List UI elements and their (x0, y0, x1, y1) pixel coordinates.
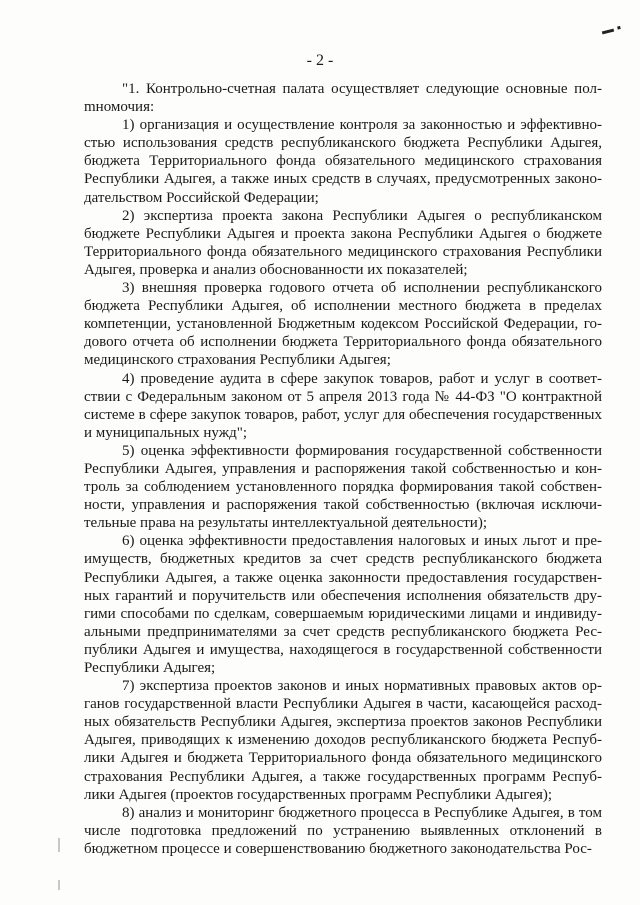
scan-mark (602, 29, 614, 35)
paragraph-item-8: 8) анализ и мониторинг бюджетного процесса в Республике Адыгея, в том числе подготовка предложений по устранению выявленных отклонений в бюджетном процессе и совершенствованию бюджетного законодательства Рос- (84, 804, 602, 857)
scan-edge-mark (58, 880, 60, 890)
paragraph-item-1: 1) организация и осуществление контроля за законностью и эффективностью использования средств республиканского бюджета Республики Адыгея, бюджета Территориального фонда обязательного медицинского страхования Республики Адыгея, а также иных средств в случаях, предусмотренных законодательством Российской Федерации; (84, 117, 602, 206)
paragraph-item-6: 6) оценка эффективности предоставления налоговых и иных льгот и преимуществ, бюджетных кредитов за счет средств республиканского бюджета Республики Адыгея, а также оценка законности предоставления государственных гарантий и поручительств или обеспечения исполнения обязательств другими способами по сделкам, совершаемым юридическими лицами и индивидуальными предпринимателями за счет средств республиканского бюджета Республики Адыгея и имущества, находящегося в государственной собственности Республики Адыгея; (84, 533, 602, 676)
paragraph-item-5: 5) оценка эффективности формирования государственной собственности Республики Адыгея, управления и распоряжения такой собственностью и контроль за соблюдением установленного порядка формирования такой собственности, управления и распоряжения такой собственностью (включая исключительные права на результаты интеллектуальной деятельности); (84, 442, 602, 532)
scan-edge-mark (58, 838, 60, 852)
paragraph-item-4: 4) проведение аудита в сфере закупок товаров, работ и услуг в соответствии с Федеральным законом от 5 апреля 2013 года № 44-ФЗ "О контрактной системе в сфере закупок товаров, работ, услуг для обеспечения государственных и муниципальных нужд"; (84, 370, 602, 441)
page-number: - 2 - (306, 52, 334, 69)
document-body (84, 80, 602, 858)
paragraph-item-7: 7) экспертиза проектов законов и иных нормативных правовых актов органов государственной власти Республики Адыгея в части, касающейся расходных обязательств Республики Адыгея, экспертиза проектов законов Республики Адыгея, приводящих к изменению доходов республиканского бюджета Республики Адыгея и бюджета Территориального фонда обязательного медицинского страхования Республики Адыгея, а также государственных программ Республики Адыгея (проектов государственных программ Республики Адыгея); (84, 678, 602, 803)
paragraph-intro: "1. Контрольно-счетная палата осуществляет следующие основные полmномочия: (84, 81, 602, 116)
paragraph-item-2: 2) экспертиза проекта закона Республики Адыгея о республиканском бюджете Республики Адыгея и проекта закона Республики Адыгея о бюджете Территориального фонда обязательного медицинского страхования Республики Адыгея, проверка и анализ обоснованности их показателей; (84, 207, 602, 278)
paragraph-item-3: 3) внешняя проверка годового отчета об исполнении республиканского бюджета Республики Адыгея, об исполнении местного бюджета в пределах компетенции, установленной Бюджетным кодексом Российской Федерации, годового отчета об исполнении бюджета Территориального фонда обязательного медицинского страхования Республики Адыгея; (84, 280, 602, 369)
